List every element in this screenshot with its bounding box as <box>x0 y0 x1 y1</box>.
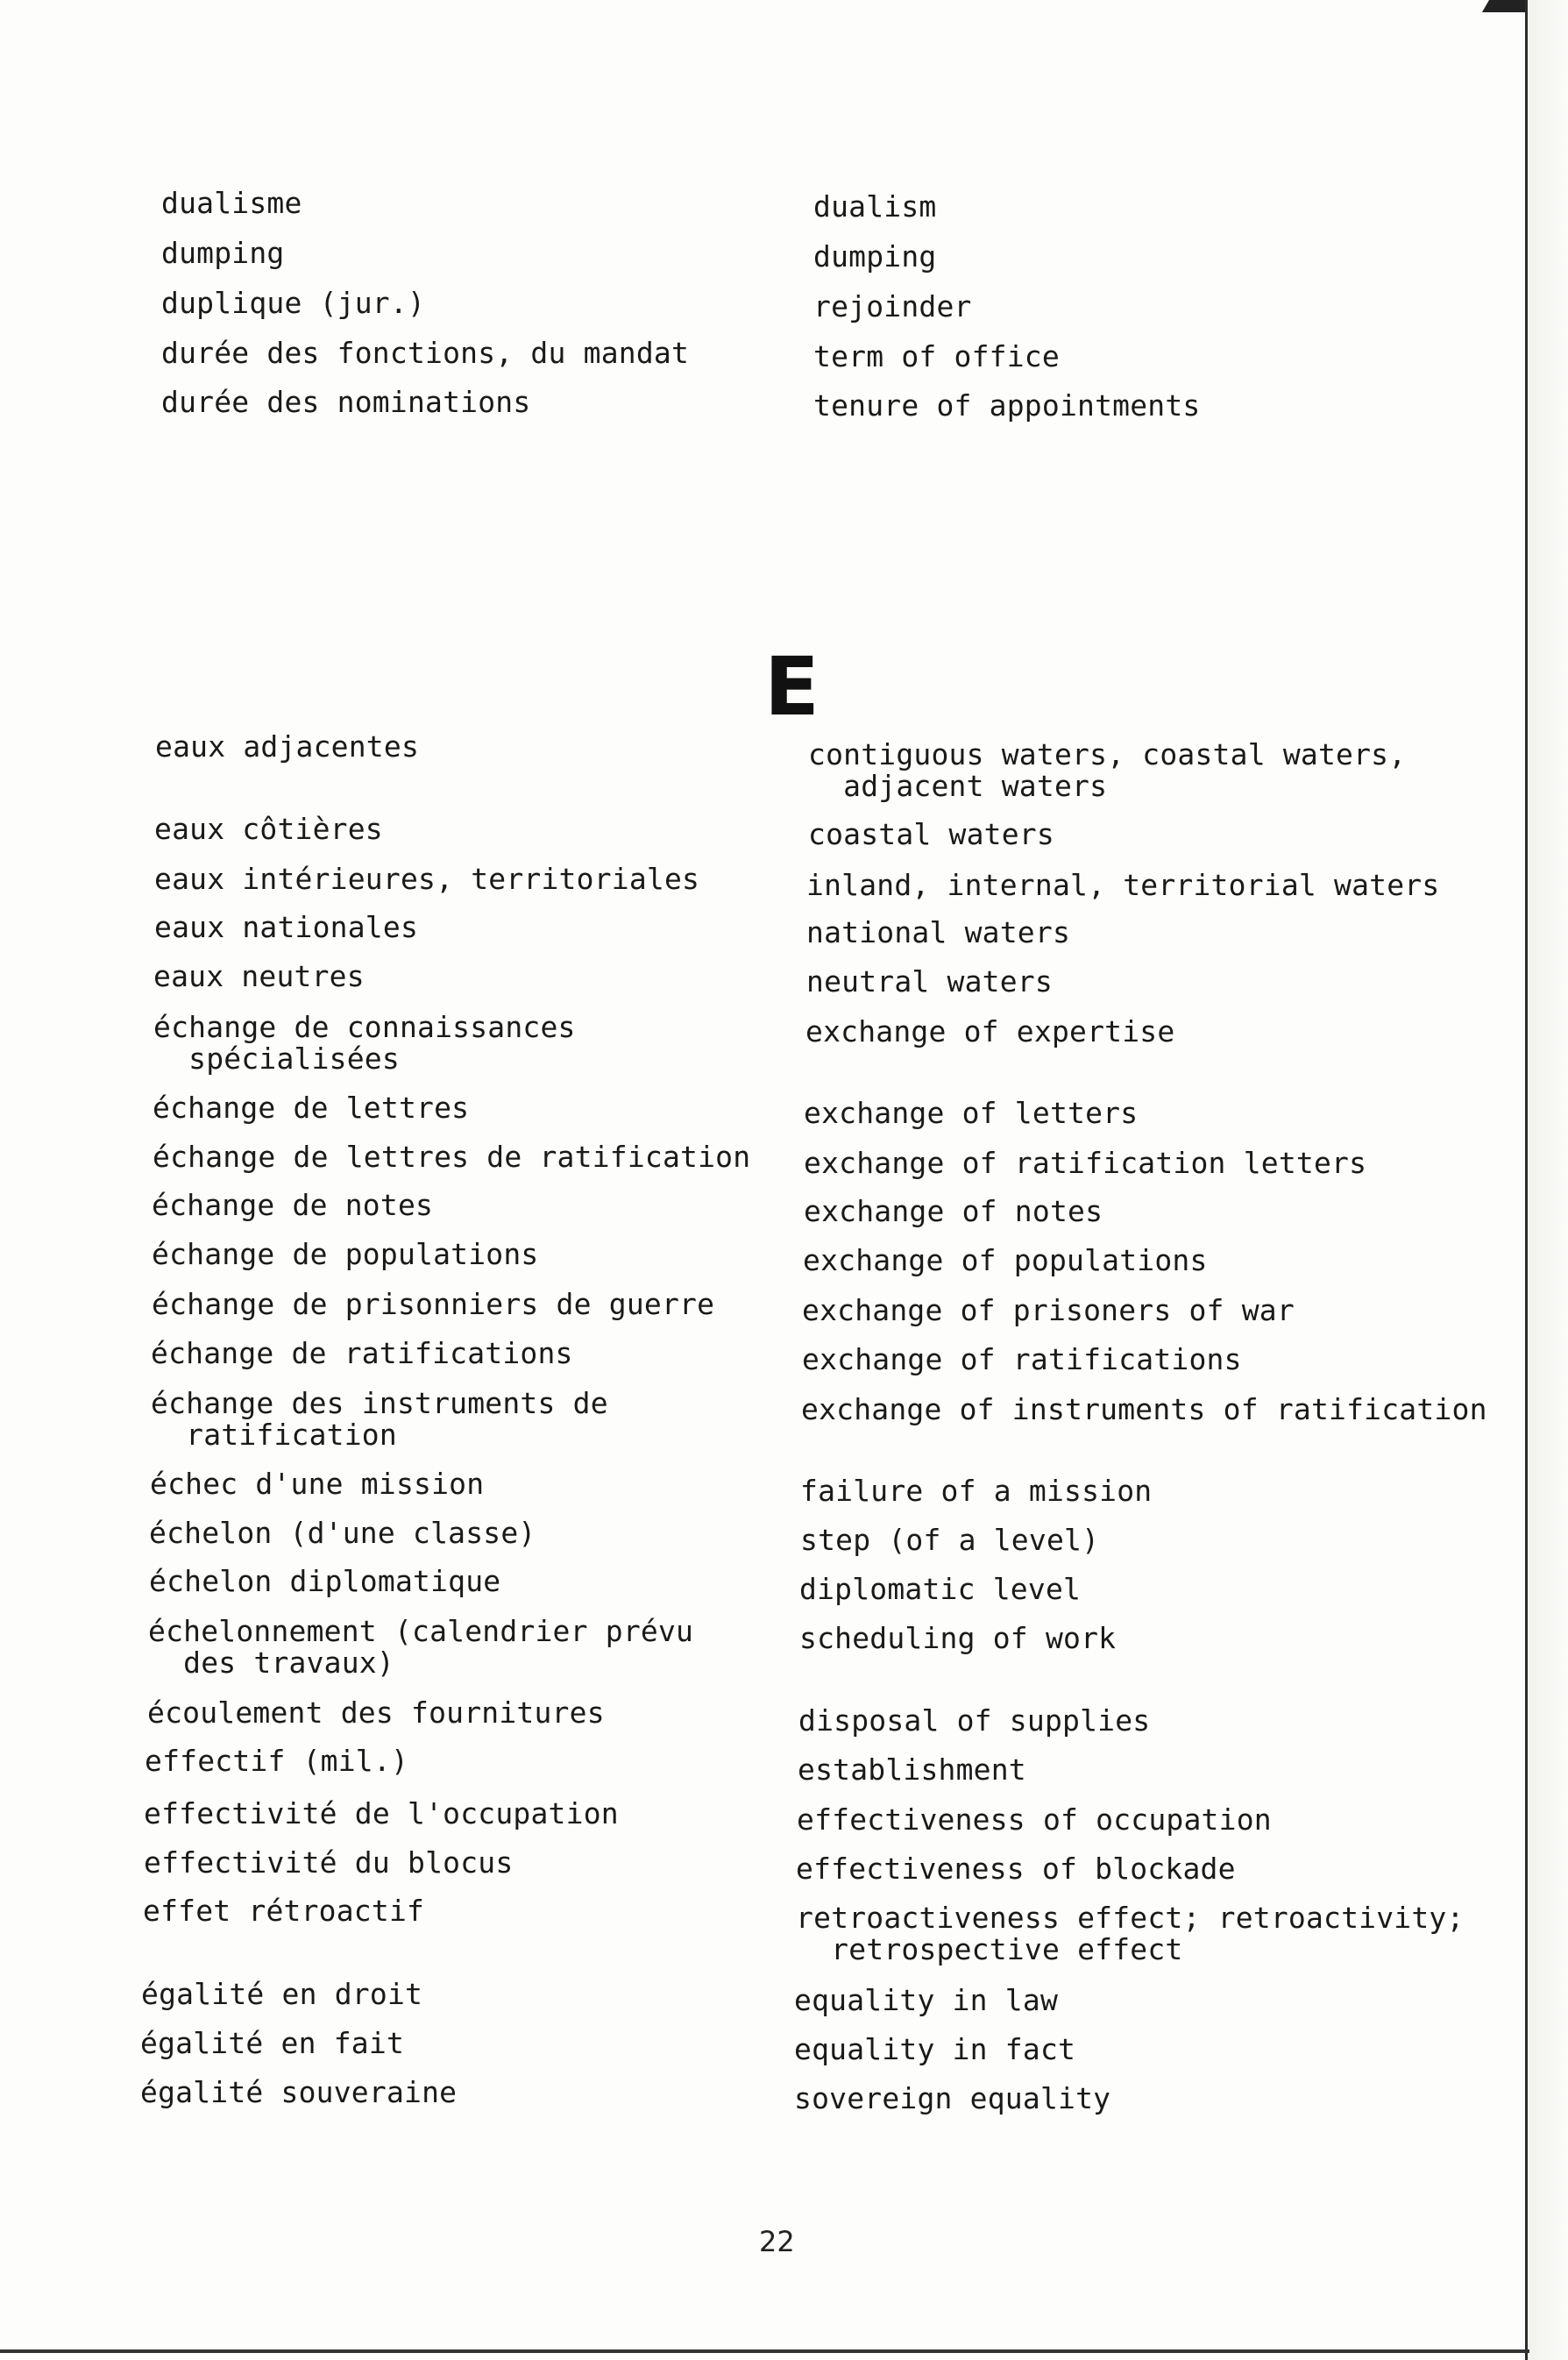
term-fr: égalité souveraine <box>140 2075 458 2109</box>
term-fr: échelon diplomatique <box>149 1564 501 1598</box>
term-en: step (of a level) <box>800 1523 1100 1557</box>
term-fr: échange de ratifications <box>151 1336 573 1370</box>
term-fr: effectif (mil.) <box>145 1744 409 1778</box>
term-en: dualism <box>813 189 937 224</box>
term-en: sovereign equality <box>794 2081 1111 2115</box>
term-en: contiguous waters, coastal waters, adjacent waters <box>808 737 1407 803</box>
term-fr: duplique (jur.) <box>161 286 426 320</box>
term-en: establishment <box>798 1752 1026 1787</box>
term-fr: échange des instruments de ratification <box>151 1386 608 1452</box>
term-en: diplomatic level <box>799 1572 1082 1606</box>
section-letter: E <box>764 640 819 734</box>
term-en: equality in law <box>794 1983 1059 2017</box>
term-fr: échelon (d'une classe) <box>149 1516 536 1550</box>
term-en: exchange of ratifications <box>802 1342 1242 1376</box>
term-en: failure of a mission <box>800 1474 1153 1508</box>
page-bottom-edge <box>0 2349 1529 2353</box>
term-en: national waters <box>806 915 1071 949</box>
term-fr: effectivité de l'occupation <box>144 1796 619 1830</box>
term-en: rejoinder <box>813 289 972 323</box>
term-en: exchange of notes <box>804 1194 1103 1228</box>
term-fr: durée des nominations <box>161 385 531 419</box>
term-en: effectiveness of occupation <box>797 1802 1272 1837</box>
term-en: retroactiveness effect; retroactivity; retrospective effect <box>796 1901 1465 1966</box>
term-fr: égalité en fait <box>140 2026 405 2060</box>
term-fr: eaux adjacentes <box>155 729 420 764</box>
term-en: scheduling of work <box>799 1621 1117 1655</box>
term-fr: échange de notes <box>152 1188 434 1222</box>
page-binding-edge <box>1525 0 1568 2360</box>
term-en: disposal of supplies <box>798 1703 1151 1738</box>
term-fr: échange de lettres <box>153 1091 470 1125</box>
term-fr: échange de lettres de ratification <box>153 1140 751 1174</box>
term-fr: égalité en droit <box>141 1977 423 2011</box>
page-number: 22 <box>759 2225 795 2258</box>
term-fr: écoulement des fournitures <box>147 1695 605 1730</box>
term-en: neutral waters <box>806 964 1053 999</box>
term-fr: échange de connaissances spécialisées <box>153 1010 576 1076</box>
term-en: exchange of instruments of ratification <box>801 1392 1487 1426</box>
term-en: exchange of expertise <box>805 1014 1175 1048</box>
term-en: dumping <box>813 239 937 274</box>
term-en: term of office <box>813 339 1060 373</box>
term-fr: effet rétroactif <box>143 1894 425 1928</box>
term-fr: échange de populations <box>152 1237 539 1271</box>
term-fr: durée des fonctions, du mandat <box>161 336 690 370</box>
term-fr: dumping <box>161 236 285 270</box>
term-fr: eaux neutres <box>153 959 365 993</box>
term-en: tenure of appointments <box>813 388 1201 423</box>
term-fr: eaux intérieures, territoriales <box>154 862 700 896</box>
term-fr: dualisme <box>161 186 302 220</box>
term-en: coastal waters <box>808 817 1054 851</box>
term-fr: échelonnement (calendrier prévu des travaux) <box>148 1614 694 1680</box>
term-fr: échange de prisonniers de guerre <box>152 1287 715 1321</box>
term-fr: eaux côtières <box>154 812 383 846</box>
term-en: equality in fact <box>794 2032 1076 2066</box>
term-en: exchange of prisoners of war <box>802 1293 1295 1327</box>
term-fr: eaux nationales <box>154 910 419 944</box>
term-en: exchange of letters <box>804 1096 1139 1130</box>
term-en: exchange of ratification letters <box>804 1146 1367 1180</box>
term-en: effectiveness of blockade <box>796 1852 1236 1886</box>
term-en: inland, internal, territorial waters <box>806 868 1440 902</box>
term-fr: effectivité du blocus <box>144 1845 514 1880</box>
term-en: exchange of populations <box>803 1243 1208 1277</box>
term-fr: échec d'une mission <box>150 1467 485 1501</box>
